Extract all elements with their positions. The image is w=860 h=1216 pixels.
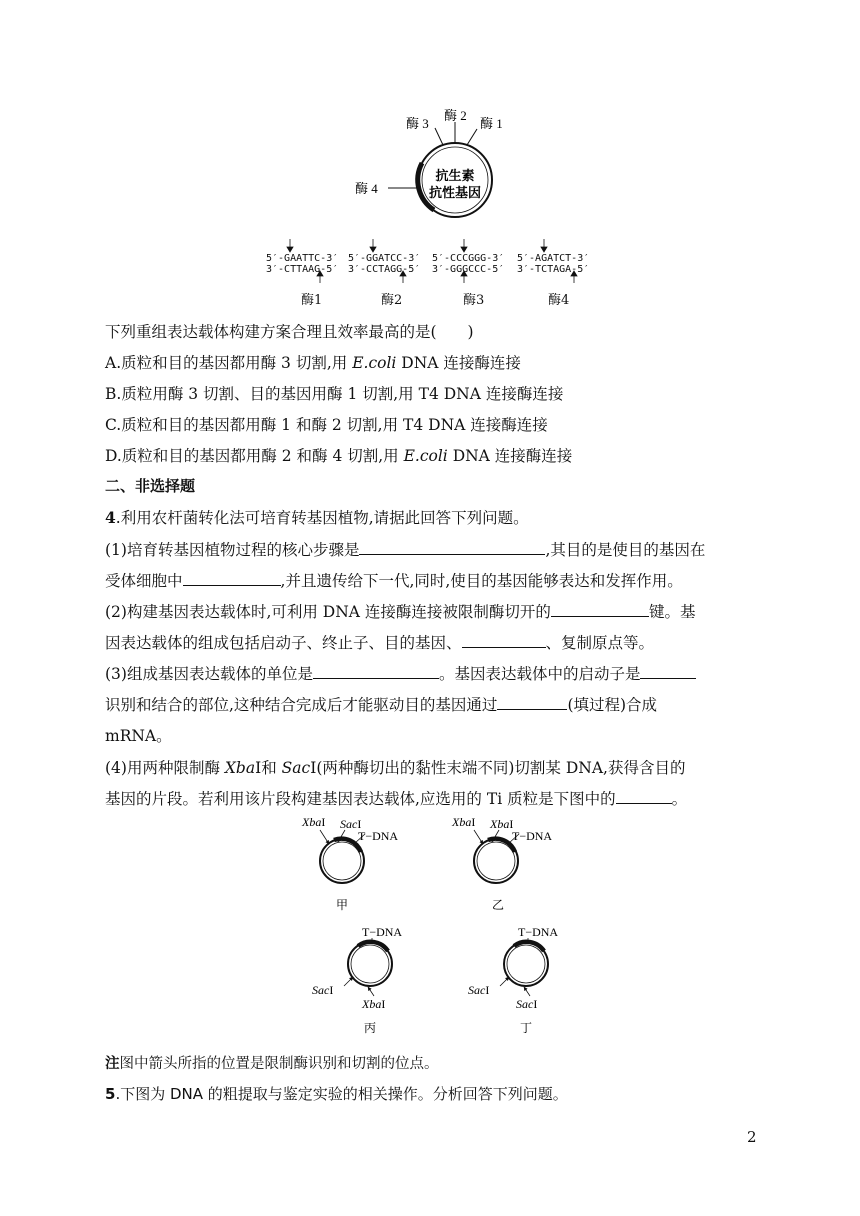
enzyme-2-label: 酶 2 [444,108,467,123]
label-ding: 丁 [520,1021,533,1035]
svg-text:SacI: SacI [516,997,538,1011]
answer-blank-1[interactable] [359,538,545,555]
svg-text:XbaI: XbaI [490,817,514,831]
page-number: 2 [747,1128,757,1146]
section-heading: 二、非选择题 [105,477,196,495]
answer-blank-7[interactable] [497,693,567,710]
site-2-name: 酶2 [381,293,403,308]
svg-text:T−DNA: T−DNA [358,829,399,843]
q4-part2-line2: 因表达载体的组成包括启动子、终止子、目的基因、 、复制原点等。 [105,631,654,653]
site-1-bottom: 3′-CTTAAG-5′ [266,264,339,275]
answer-blank-5[interactable] [313,662,439,679]
site-3-bottom: 3′-GGGCCC-5′ [432,264,505,275]
enzyme-3-label: 酶 3 [406,116,429,131]
q4-part1-line2: 受体细胞中 ,并且遗传给下一代,同时,使目的基因能够表达和发挥作用。 [105,569,683,591]
svg-text:XbaI: XbaI [302,815,326,829]
ti-plasmid-figure [290,810,590,1042]
gene-label-1: 抗生素 [435,168,475,183]
svg-text:T−DNA: T−DNA [362,925,403,939]
plasmid-yi [451,815,552,912]
answer-blank-6[interactable] [640,662,696,679]
site-4-top: 5′-AGATCT-3′ [517,253,590,264]
plasmid-bing [312,925,402,1035]
answer-blank-3[interactable] [551,600,649,617]
q4-part3-line1: (3)组成基因表达载体的单位是 。基因表达载体中的启动子是 [105,662,696,684]
svg-text:T−DNA: T−DNA [518,925,559,939]
label-bing: 丙 [364,1021,377,1035]
answer-blank-2[interactable] [183,569,281,586]
enzyme-4-label: 酶 4 [355,181,378,196]
site-2-top: 5′-GGATCC-3′ [348,253,421,264]
site-3-top: 5′-CCCGGG-3′ [432,253,505,264]
answer-blank-8[interactable] [616,787,672,804]
site-1-top: 5′-GAATTC-3′ [266,253,339,264]
q3-option-d: D.质粒和目的基因都用酶 2 和酶 4 切割,用 E.coli DNA 连接酶连接 [105,447,573,465]
q3-stem: 下列重组表达载体构建方案合理且效率最高的是( ) [105,323,474,341]
figure-note: 注图中箭头所指的位置是限制酶识别和切割的位点。 [105,1055,439,1072]
q5-stem: 5.下图为 DNA 的粗提取与鉴定实验的相关操作。分析回答下列问题。 [105,1085,568,1103]
site-3-name: 酶3 [463,293,485,308]
site-4-bottom: 3′-TCTAGA-5′ [517,264,590,275]
enzyme-1-label: 酶 1 [480,116,503,131]
site-2-bottom: 3′-CCTAGG-5′ [348,264,421,275]
site-4-name: 酶4 [548,293,570,308]
plasmid-ding [468,925,558,1035]
q3-option-a: A.质粒和目的基因都用酶 3 切割,用 E.coli DNA 连接酶连接 [105,354,521,372]
gene-label-2: 抗性基因 [428,185,482,200]
q4-part3-line3: mRNA。 [105,727,172,745]
q4-part3-line2: 识别和结合的部位,这种结合完成后才能驱动目的基因通过 (填过程)合成 [105,693,657,715]
svg-text:XbaI: XbaI [362,997,386,1011]
plasmid-figure [340,100,520,235]
svg-text:SacI: SacI [468,983,490,997]
label-jia: 甲 [336,898,349,912]
label-yi: 乙 [492,898,505,912]
q4-part4-line2: 基因的片段。若利用该片段构建基因表达载体,应选用的 Ti 质粒是下图中的 。 [105,787,687,809]
svg-text:SacI: SacI [340,817,362,831]
svg-text:SacI: SacI [312,983,334,997]
q3-option-c: C.质粒和目的基因都用酶 1 和酶 2 切割,用 T4 DNA 连接酶连接 [105,416,548,434]
q4-part4-line1: (4)用两种限制酶 XbaⅠ和 SacⅠ(两种酶切出的黏性末端不同)切割某 DNA,获得含目的 [105,759,686,777]
q3-option-b: B.质粒用酶 3 切割、目的基因用酶 1 切割,用 T4 DNA 连接酶连接 [105,385,564,403]
svg-text:T−DNA: T−DNA [512,829,553,843]
svg-text:XbaI: XbaI [452,815,476,829]
q4-part1-line1: (1)培育转基因植物过程的核心步骤是 ,其目的是使目的基因在 [105,538,705,560]
answer-blank-4[interactable] [462,631,546,648]
q4-part2-line1: (2)构建基因表达载体时,可利用 DNA 连接酶连接被限制酶切开的 键。基 [105,600,695,622]
q4-stem: 4.利用农杆菌转化法可培育转基因植物,请据此回答下列问题。 [105,508,529,527]
site-1-name: 酶1 [301,293,323,308]
plasmid-jia [301,815,398,912]
